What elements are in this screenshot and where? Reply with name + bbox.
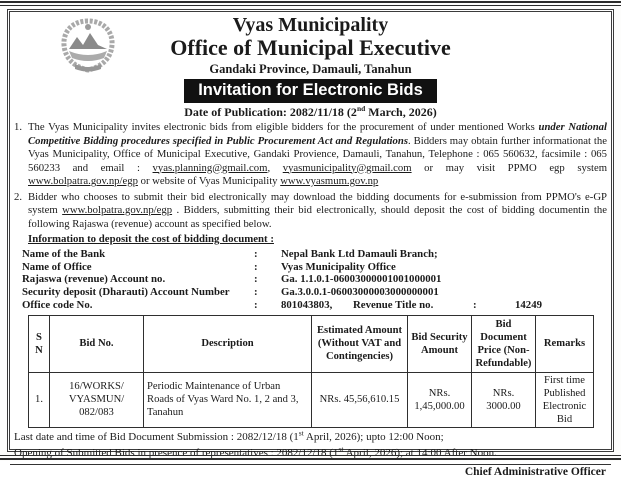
bids-table-header (29, 315, 594, 372)
colon: : (254, 273, 258, 286)
column-header-bid-no: Bid No. (50, 315, 144, 372)
submission-deadline-line: Last date and time of Bid Document Submission : 2082/12/18 (1st April, 2026); upto 12:00 Noon; (14, 427, 444, 443)
cell-document-price: NRs. 3000.00 (472, 372, 536, 427)
bids-table (28, 315, 594, 428)
bank-label: Office code No. (22, 298, 93, 311)
column-header-remarks: Remarks (536, 315, 594, 372)
hyperlink[interactable]: www.bolpatra.gov.np/egp (28, 175, 138, 187)
bank-value: Vyas Municipality Office (281, 260, 396, 273)
bid-opening-line: Opening of Submitted Bids in presence of representatives : 2082/12/18 (1st April, 2026); at 14:00 After Noon. (14, 444, 497, 460)
bottom-double-rule (0, 455, 621, 460)
cell-estimated-amount: NRs. 45,56,610.15 (312, 372, 408, 427)
column-header-description: Description (144, 315, 312, 372)
top-double-rule (0, 1, 621, 6)
paragraph-text: The Vyas Municipality invites electronic bids from eligible bidders for the procurement of under mentioned Works under National Competitive Bidding procedures specified in Public Procurement Act and Regulations. Bidders may obtain further informationat the Vyas Municipality, Office of Municipal Executive, Gandaki Provience, Damauli, Tanahun, Telephone : 065 560632, facsimile : 065 560233 and email : vyas.planning@gmail.com, vyasmunicipality@gmail.com or may visit PPMO egp system www.bolpatra.gov.np/egp or website of Vyas Municipality www.vyasmum.gov.np (28, 121, 608, 187)
paragraph-number: 2. (14, 190, 23, 203)
publication-date: Date of Publication: 2082/11/18 (2nd March, 2026) (184, 104, 437, 119)
notice-box (7, 9, 614, 478)
signature-row (10, 464, 611, 478)
deposit-info-heading: Information to deposit the cost of bidding document : (28, 233, 274, 245)
bank-value (281, 299, 611, 312)
hyperlink[interactable]: www.vyasmum.gov.np (280, 175, 379, 187)
bank-row-office-name (22, 261, 611, 274)
notice-header (10, 12, 611, 119)
cell-bid-security: NRs. 1,45,000.00 (408, 372, 472, 427)
notice-body (10, 119, 611, 231)
paragraph-number: 1. (14, 121, 23, 133)
office-address: Gandaki Province, Damauli, Tanahun (209, 62, 412, 76)
cell-sn: 1. (29, 372, 50, 427)
cell-remarks: First time Published Electronic Bid (536, 372, 594, 427)
bank-row-bank-name (22, 248, 611, 261)
colon: : (254, 298, 258, 311)
notice-paragraph-1 (13, 121, 607, 189)
colon: : (254, 286, 258, 299)
nepal-emblem-logo (57, 17, 119, 77)
notice-paragraph-2 (13, 191, 607, 232)
bank-row-security-deposit-account (22, 286, 611, 299)
bank-value: Ga.3.0.0.1-06003000003000000001 (281, 286, 439, 299)
revenue-title-value: 14249 (515, 298, 542, 311)
table-row (29, 372, 594, 427)
municipality-name: Vyas Municipality (232, 14, 389, 36)
column-header-document-price: Bid Document Price (Non-Refundable) (472, 315, 536, 372)
bank-label: Name of the Bank (22, 248, 106, 260)
office-code-value: 801043803, (281, 298, 333, 311)
cell-bid-no: 16/WORKS/ VYASMUN/ 082/083 (50, 372, 144, 427)
paragraph-text: Bidder who chooses to submit their bid electronically may download the bidding documents for e-submission from PPMO's e-GP system www.bolpatra.gov.np/egp . Bidders, submitting their bid electronically, should deposit the cost of bidding documentin the following Rajaswa (revenue) account as specified below. (28, 190, 607, 230)
bank-info-block (22, 248, 611, 312)
bank-value: Ga. 1.1.0.1-06003000001001000001 (281, 273, 442, 286)
colon: : (473, 298, 477, 311)
colon: : (254, 248, 258, 260)
office-name: Office of Municipal Executive (170, 35, 451, 60)
bank-value: Nepal Bank Ltd Damauli Branch; (281, 248, 438, 260)
bank-label: Security deposit (Dharauti) Account Number (22, 286, 230, 299)
column-header-estimated-amount: Estimated Amount (Without VAT and Contingencies) (312, 315, 408, 372)
column-header-bid-security: Bid Security Amount (408, 315, 472, 372)
hyperlink[interactable]: vyasmunicipality@gmail.com (282, 161, 412, 174)
cell-description: Periodic Maintenance of Urban Roads of Vyas Ward No. 1, 2 and 3, Tanahun (144, 372, 312, 427)
bank-label: Name of Office (22, 260, 92, 273)
bank-row-revenue-account (22, 273, 611, 286)
invitation-title-banner: Invitation for Electronic Bids (184, 79, 437, 103)
column-header-sn: S N (29, 315, 50, 372)
colon: : (254, 260, 258, 273)
revenue-title-label: Revenue Title no. (353, 298, 434, 311)
signatory-title: Chief Administrative Officer (464, 465, 606, 478)
hyperlink[interactable]: www.bolpatra.gov.np/egp (62, 204, 173, 216)
hyperlink[interactable]: vyas.planning@gmail.com (152, 161, 268, 174)
bank-row-office-code (22, 299, 611, 312)
bank-label: Rajaswa (revenue) Account no. (22, 273, 166, 286)
